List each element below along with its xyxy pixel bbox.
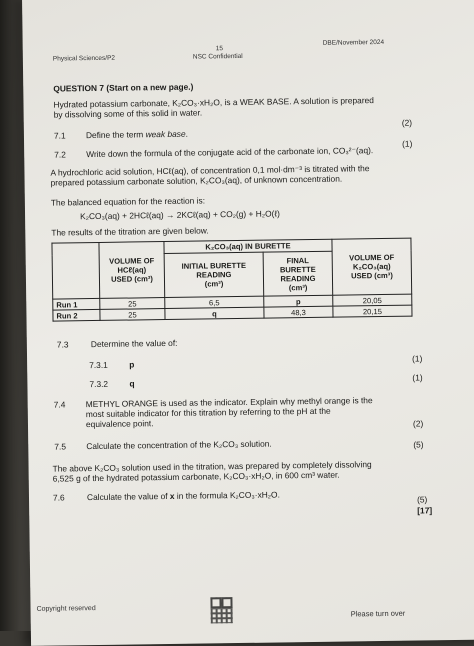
q7-5-marks: (5) xyxy=(413,439,424,450)
row-label: Run 2 xyxy=(53,309,100,321)
qr-code-icon xyxy=(210,597,232,623)
cell-volume: 20,15 xyxy=(333,305,412,317)
q7-6-text: Calculate the value of x in the formula K₂CO₃·xH₂O. xyxy=(86,489,280,503)
footer-copyright: Copyright reserved xyxy=(36,605,96,613)
q7-3-1-marks: (1) xyxy=(412,353,423,364)
q7-4-number: 7.4 xyxy=(53,399,66,410)
q7-5-number: 7.5 xyxy=(54,441,67,452)
header-hcl-volume: VOLUME OF HCℓ(aq) USED (cm³) xyxy=(99,242,165,299)
q7-4-marks: (2) xyxy=(412,418,424,429)
equation-intro: The balanced equation for the reaction is: xyxy=(50,195,206,208)
intro-line-2: by dissolving some of this solid in water. xyxy=(53,107,203,120)
header-initial-reading: INITIAL BURETTE READING (cm³) xyxy=(164,252,264,297)
question-title: QUESTION 7 (Start on a new page.) xyxy=(53,81,194,94)
exam-page xyxy=(22,0,474,646)
para2-line-1: A hydrochloric acid solution, HCℓ(aq), of concentration 0,1 mol·dm⁻³ is titrated with the xyxy=(50,163,370,178)
cell-initial: 6,5 xyxy=(165,296,264,308)
balanced-equation: K₂CO₃(aq) + 2HCℓ(aq) → 2KCℓ(aq) + CO₂(g) + H₂O(ℓ) xyxy=(80,208,280,222)
cell-hcl: 25 xyxy=(100,298,165,310)
q7-6-number: 7.6 xyxy=(52,492,65,503)
para3-line-1: The above K₂CO₃ solution used in the titration, was prepared by completely dissolving xyxy=(52,459,372,474)
cell-final: p xyxy=(264,295,333,307)
q7-1-text: Define the term weak base. xyxy=(85,128,188,141)
header-subject: Physical Sciences/P2 xyxy=(52,54,116,63)
q7-4-line-3: equivalence point. xyxy=(85,418,154,430)
q7-3-number: 7.3 xyxy=(56,339,69,350)
q7-3-2-number: 7.3.2 xyxy=(89,378,109,390)
cell-initial: q xyxy=(165,307,264,319)
header-date: DBE/November 2024 xyxy=(322,38,385,47)
table-corner xyxy=(52,242,100,299)
q7-3-2-marks: (1) xyxy=(412,372,423,383)
q7-2-number: 7.2 xyxy=(54,149,66,160)
q7-6-marks: (5) xyxy=(416,494,428,505)
header-burette-group: K₂CO₃(aq) IN BURETTE xyxy=(164,239,332,253)
header-final-reading: FINAL BURETTE READING (cm³) xyxy=(263,251,333,296)
results-intro: The results of the titration are given below. xyxy=(51,225,209,238)
para2-line-2: prepared potassium carbonate solution, K₂CO₃(aq), of unknown concentration. xyxy=(50,173,343,188)
header-confidential: NSC Confidential xyxy=(192,52,243,61)
q7-4-line-2: most suitable indicator for this titration by referring to the pH at the xyxy=(85,405,331,420)
q7-5-text: Calculate the concentration of the K₂CO₃ solution. xyxy=(86,438,272,452)
para3-line-2: 6,525 g of the hydrated potassium carbonate, K₂CO₃·xH₂O, in 600 cm³ water. xyxy=(52,469,340,484)
intro-line-1: Hydrated potassium carbonate, K₂CO₃·xH₂O, is a WEAK BASE. A solution is prepared xyxy=(53,95,374,110)
q7-4-line-1: METHYL ORANGE is used as the indicator. Explain why methyl orange is the xyxy=(85,395,373,410)
q7-1-number: 7.1 xyxy=(53,130,66,141)
cell-final: 48,3 xyxy=(264,306,333,318)
row-label: Run 1 xyxy=(53,298,100,310)
question-total: [17] xyxy=(417,505,433,516)
q7-3-1-var: p xyxy=(129,359,135,370)
cell-hcl: 25 xyxy=(100,309,165,321)
q7-3-1-number: 7.3.1 xyxy=(89,359,108,371)
footer-turn-over: Please turn over xyxy=(350,608,406,619)
header-page-number: 15 xyxy=(215,45,224,53)
q7-2-text: Write down the formula of the conjugate acid of the carbonate ion, CO₃²⁻(aq). xyxy=(86,145,374,160)
cell-volume: 20,05 xyxy=(333,294,412,306)
q7-1-marks: (2) xyxy=(401,117,413,128)
q7-2-marks: (1) xyxy=(402,138,413,149)
q7-3-2-var: q xyxy=(129,378,135,389)
q7-3-text: Determine the value of: xyxy=(90,337,178,350)
titration-table xyxy=(51,238,412,322)
header-k2co3-volume: VOLUME OF K₂CO₃(aq) USED (cm³) xyxy=(332,238,412,295)
